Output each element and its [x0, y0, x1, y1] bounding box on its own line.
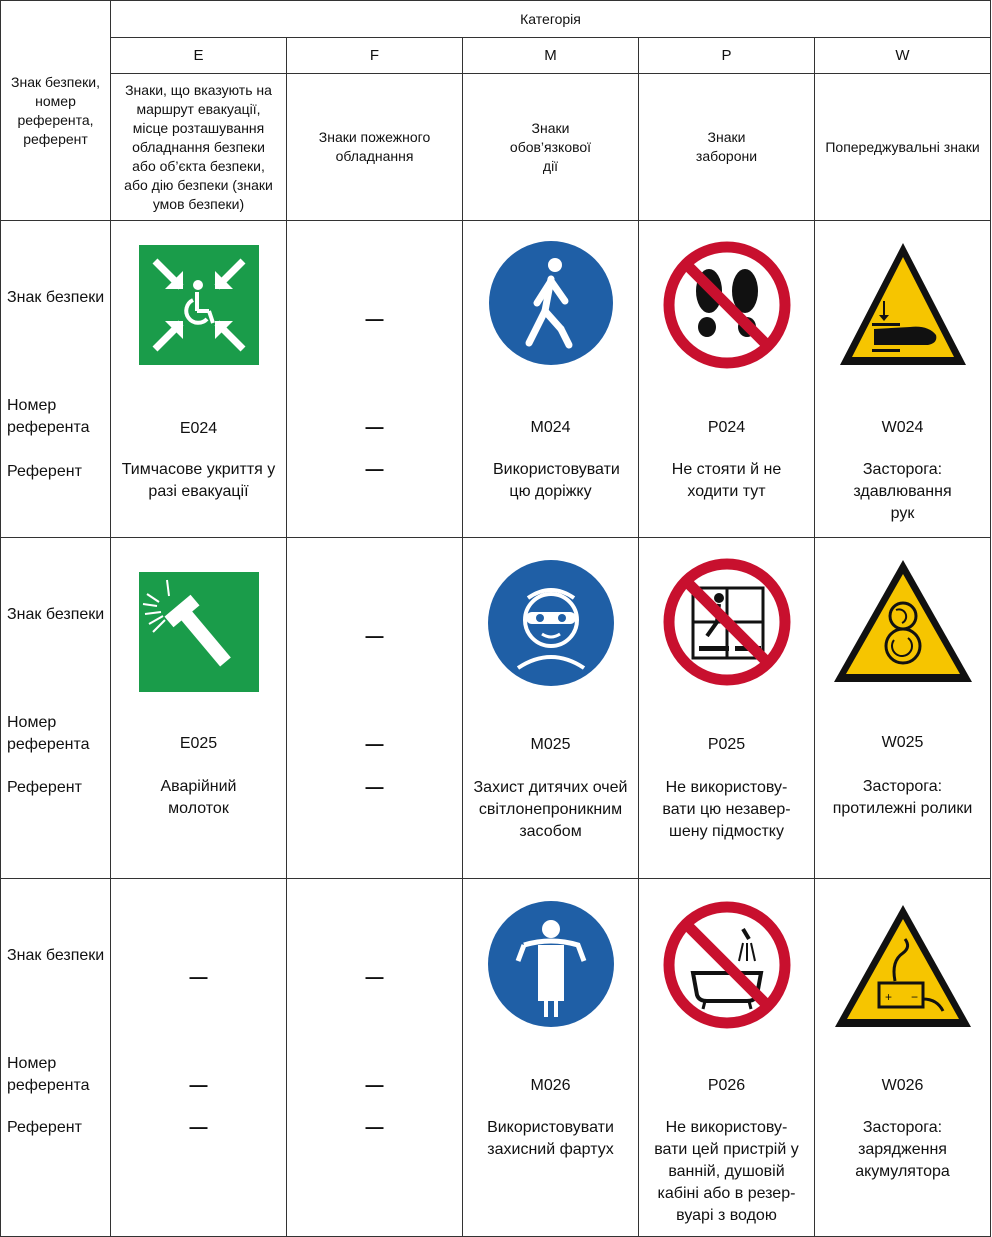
referent-w026: Засторога: зарядження акумулятора [855, 1119, 950, 1180]
row-labels [1, 221, 111, 538]
dash: — [365, 967, 384, 987]
label-referent: Референт [7, 1119, 82, 1136]
label-referent: Референт [7, 779, 82, 796]
dash: — [189, 967, 208, 987]
referent-m025: Захист дитячих очей світлонепроникним засобом [473, 779, 628, 840]
label-number: Номер референта [7, 397, 90, 436]
corner-header: Знак безпеки, номер референта, референт [1, 1, 111, 221]
referent-w025: Засторога: протилежні ролики [832, 778, 973, 817]
dash: — [365, 459, 384, 479]
column-letter-m: M [463, 38, 639, 74]
dash: — [365, 1075, 384, 1095]
emergency-hammer-icon [139, 572, 259, 692]
apron-icon [488, 901, 614, 1027]
row-labels [1, 879, 111, 1237]
hand-crush-warning-icon [836, 239, 970, 369]
no-footprints-icon [663, 241, 791, 369]
number-e025: E025 [179, 735, 218, 752]
number-w025: W025 [881, 734, 924, 751]
cell-p026 [639, 879, 815, 1237]
cell-p025 [639, 538, 815, 879]
row-labels [1, 538, 111, 879]
dash: — [365, 1117, 384, 1137]
number-m024: M024 [530, 419, 571, 436]
referent-p024: Не стояти й не ходити тут [671, 461, 782, 500]
svg-text:−: − [910, 990, 918, 1004]
cell-f-row2 [287, 538, 463, 879]
dash: — [365, 309, 384, 329]
referent-w024: Засторога: здавлювання рук [853, 461, 952, 522]
label-sign: Знак безпеки [7, 606, 105, 623]
dash: — [365, 417, 384, 437]
label-number: Номер референта [7, 714, 90, 753]
cell-w024 [815, 221, 991, 538]
referent-e025: Аварійний молоток [160, 778, 237, 817]
column-letter-f: F [287, 38, 463, 74]
column-desc-w: Попереджувальні знаки [815, 74, 991, 221]
cell-p024 [639, 221, 815, 538]
dash: — [365, 626, 384, 646]
dash: — [189, 1117, 208, 1137]
child-eye-protection-icon [488, 560, 614, 686]
column-desc-f: Знаки пожежного обладнання [287, 74, 463, 221]
cell-m025 [463, 538, 639, 879]
no-scaffold-icon [663, 558, 791, 686]
number-m026: M026 [530, 1077, 571, 1094]
dash: — [365, 734, 384, 754]
cell-e-row3 [111, 879, 287, 1237]
cell-m026 [463, 879, 639, 1237]
battery-charging-warning-icon [833, 903, 973, 1029]
referent-e024: Тимчасове укриття у разі евакуації [121, 461, 276, 500]
cell-e025 [111, 538, 287, 879]
cell-f-row3 [287, 879, 463, 1237]
referent-p025: Не використову-вати цю незавер-шену підмостку [662, 779, 791, 840]
walking-person-icon [489, 241, 613, 365]
cell-e024 [111, 221, 287, 538]
svg-text:+: + [884, 990, 892, 1004]
counter-rollers-warning-icon [832, 558, 974, 684]
column-desc-m: Знаки обов’язкової дії [463, 74, 639, 221]
column-letter-e: E [111, 38, 287, 74]
column-letter-p: P [639, 38, 815, 74]
dash: — [189, 1075, 208, 1095]
number-p024: P024 [707, 419, 746, 436]
column-desc-p: Знаки заборони [639, 74, 815, 221]
referent-p026: Не використову-вати цей пристрій у ванній, душовій кабіні або в резер-вуарі з водою [654, 1119, 799, 1224]
referent-m026: Використовувати захисний фартух [487, 1119, 614, 1158]
cell-m024 [463, 221, 639, 538]
number-w024: W024 [881, 419, 924, 436]
dash: — [365, 777, 384, 797]
category-header: Категорія [111, 1, 991, 38]
label-sign: Знак безпеки [7, 289, 105, 306]
number-p026: P026 [707, 1077, 746, 1094]
number-w026: W026 [881, 1077, 924, 1094]
label-number: Номер референта [7, 1055, 90, 1094]
number-m025: M025 [530, 736, 571, 753]
no-bathtub-use-icon [663, 901, 791, 1029]
cell-f-row1 [287, 221, 463, 538]
label-sign: Знак безпеки [7, 947, 105, 964]
cell-w025 [815, 538, 991, 879]
label-referent: Референт [7, 463, 82, 480]
number-p025: P025 [707, 736, 746, 753]
column-letter-w: W [815, 38, 991, 74]
referent-m024: Використовувати цю доріжку [493, 461, 620, 500]
column-desc-e: Знаки, що вказують на маршрут евакуації, місце розташування обладнання безпеки або об’єкта безпеки, або дію безпеки (знаки умов безпеки) [111, 74, 287, 221]
number-e024: E024 [179, 420, 218, 437]
assembly-point-wheelchair-icon [139, 245, 259, 365]
cell-w026 [815, 879, 991, 1237]
